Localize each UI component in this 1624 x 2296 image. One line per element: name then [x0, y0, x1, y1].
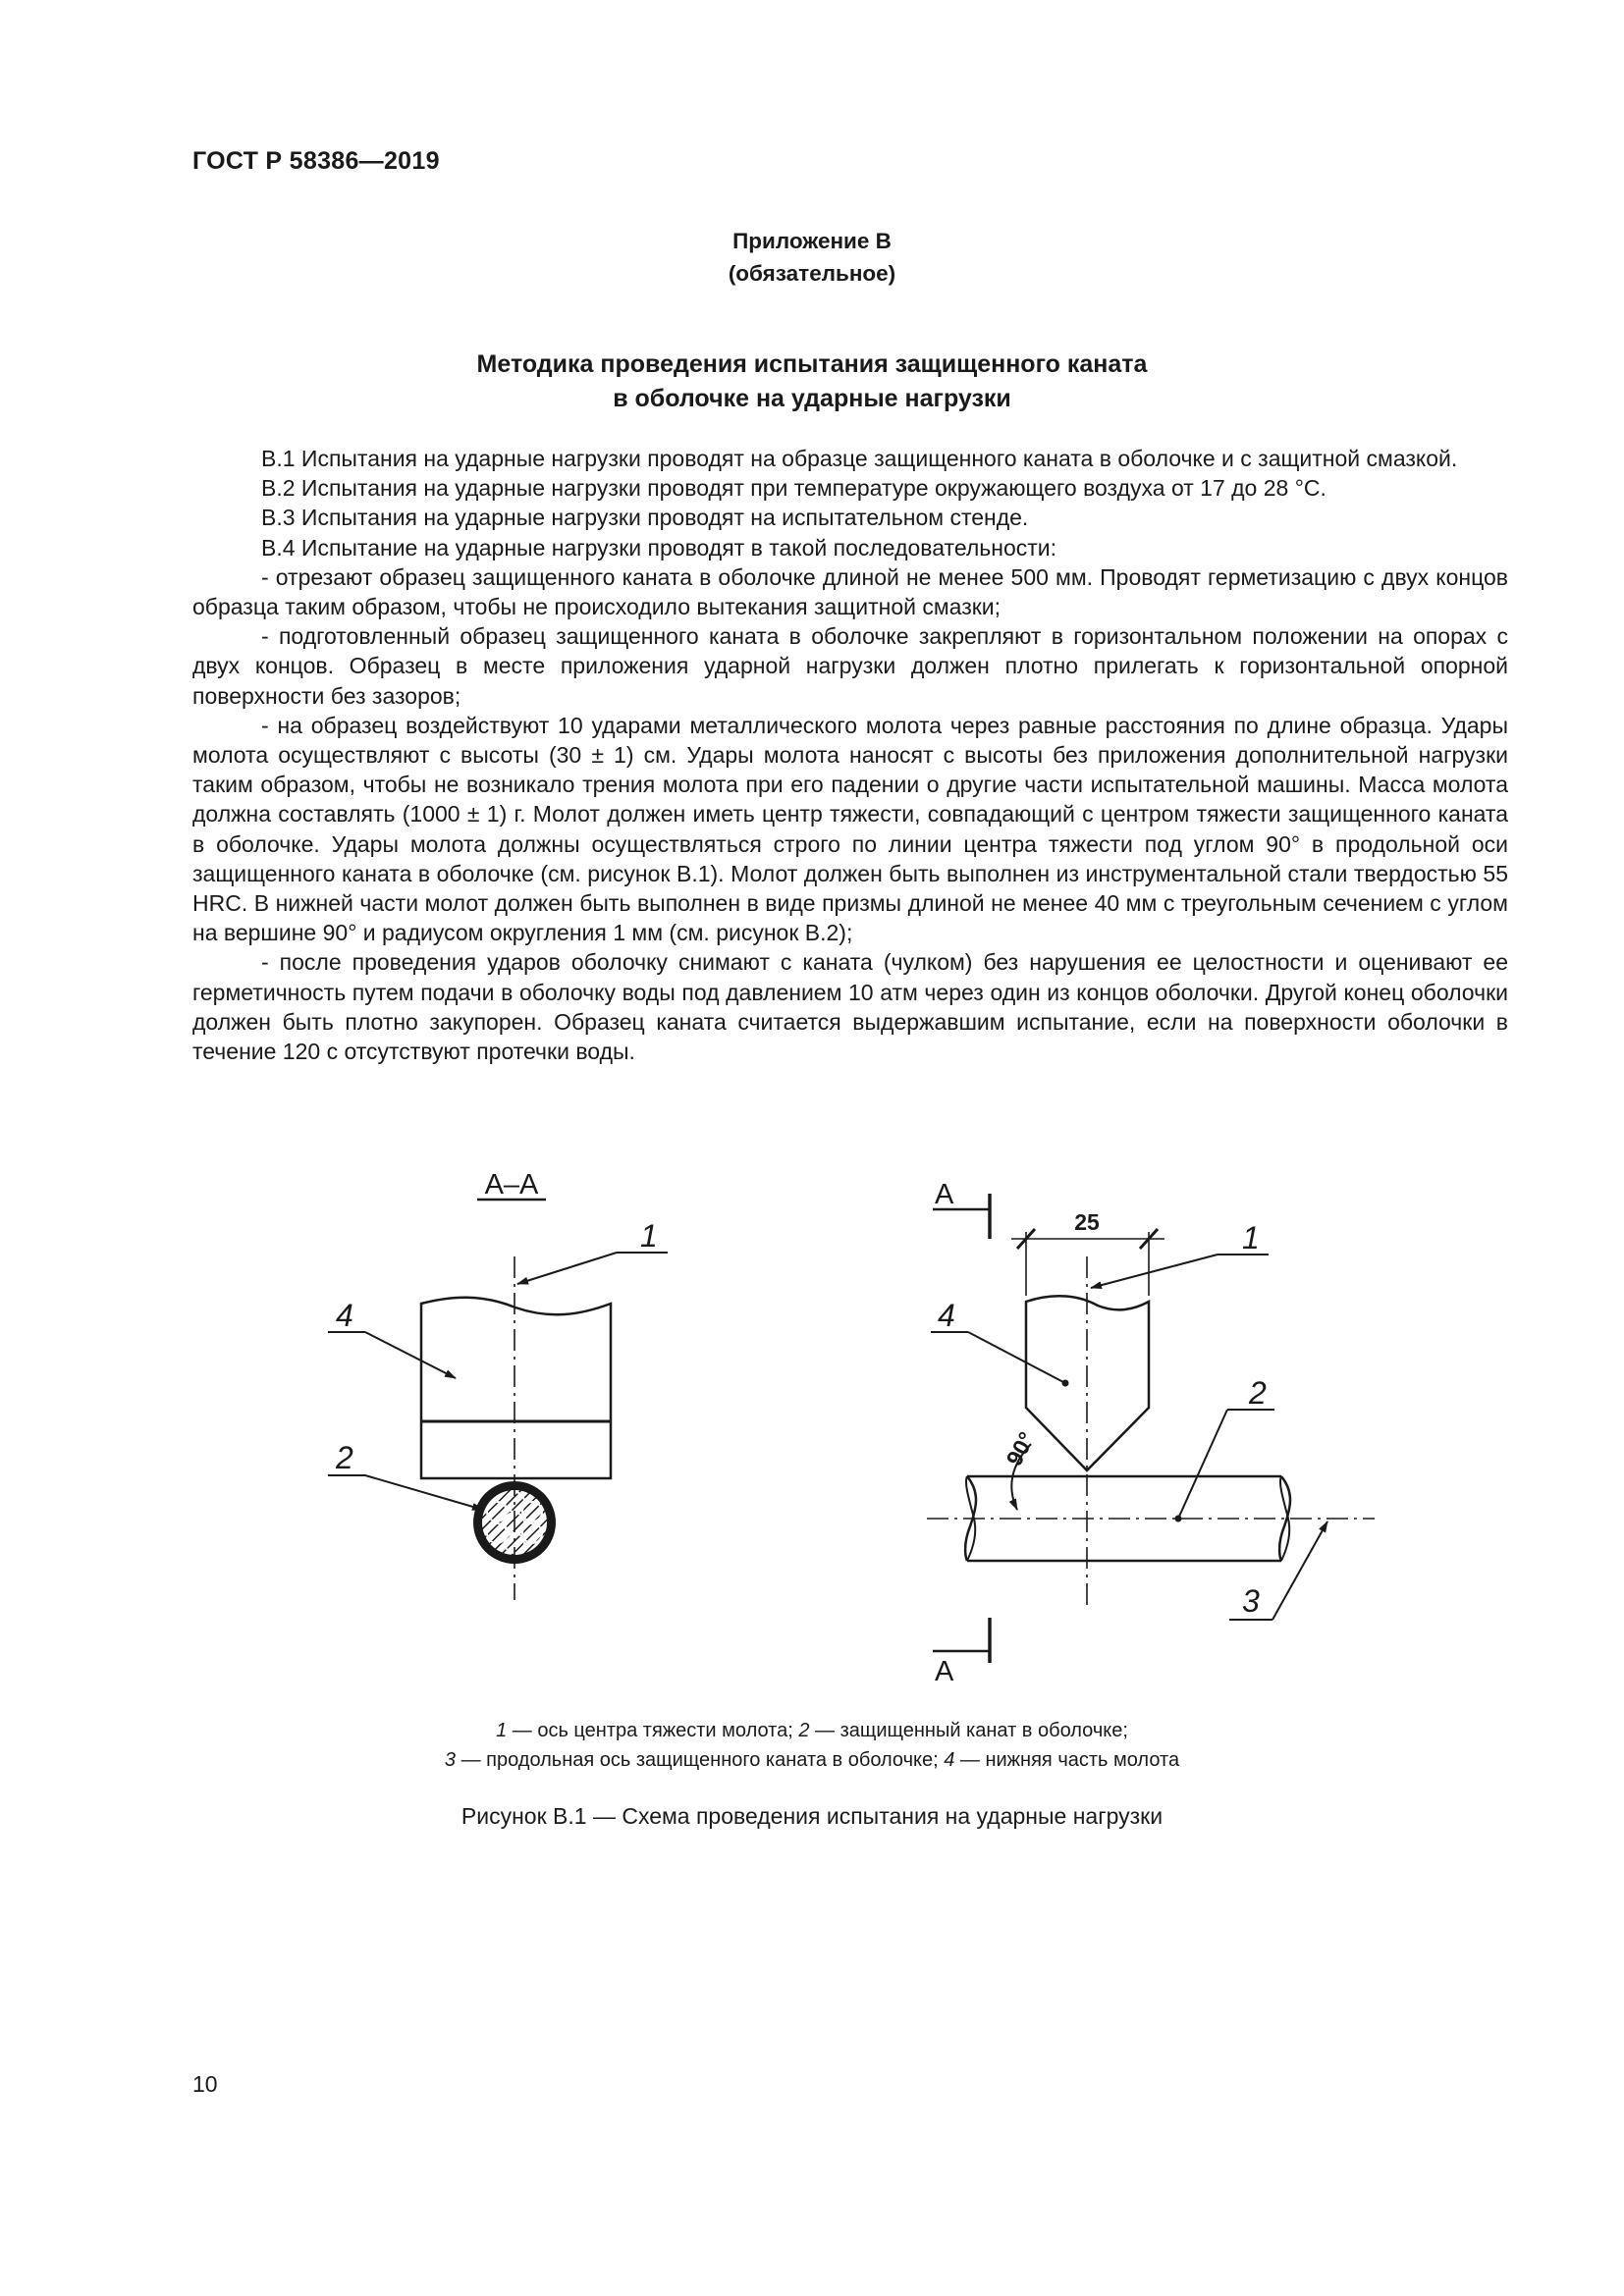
- callout-4-right: 4: [938, 1298, 955, 1333]
- list-item-tightness-check: - после проведения ударов оболочку снимают с каната (чулком) без нарушения ее целостности и оценивают ее герметичность путем подачи в оболочку воды под давлением 10 атм через один из концов оболочки. Другой конец оболочки должен быть плотно закупорен. Образец каната считается выдержавшим испытание, если на поверхности оболочки в течение 120 с отсутствуют протечки воды.: [192, 949, 1508, 1065]
- section-view-a-a: [328, 1169, 668, 1600]
- dimension-25: 25: [1074, 1209, 1100, 1235]
- callout-4-left: 4: [336, 1298, 353, 1333]
- figure-legend-line-1: [0, 1716, 1624, 1745]
- figure-title: Рисунок В.1 — Схема проведения испытания на ударные нагрузки: [460, 1803, 1164, 1829]
- callout-2-right: 2: [1249, 1375, 1267, 1411]
- body-text: [192, 444, 1508, 1066]
- legend-number-2: 2: [798, 1720, 810, 1741]
- section-title-line-1: Методика проведения испытания защищенного каната: [476, 350, 1148, 378]
- paragraph-b3: В.3 Испытания на ударные нагрузки проводят на испытательном стенде.: [261, 505, 1029, 531]
- figure-b1-diagram: [0, 1148, 1624, 1698]
- appendix-label: Приложение В: [732, 229, 892, 253]
- callout-3-right: 3: [1242, 1583, 1260, 1619]
- legend-text-2: — защищенный канат в оболочке;: [809, 1720, 1128, 1741]
- legend-number-4: 4: [944, 1749, 955, 1771]
- document-code: ГОСТ Р 58386—2019: [192, 147, 440, 175]
- legend-text-1: — ось центра тяжести молота;: [507, 1720, 799, 1741]
- side-view: [927, 1179, 1375, 1687]
- appendix-status: (обязательное): [728, 261, 896, 286]
- section-title: [0, 347, 1624, 416]
- section-label: А–А: [484, 1169, 539, 1201]
- cut-label-top: А: [935, 1179, 954, 1210]
- page-number: 10: [192, 2071, 218, 2097]
- legend-number-1: 1: [496, 1720, 508, 1741]
- list-item-cut-sample: - отрезают образец защищенного каната в оболочке длиной не менее 500 мм. Проводят герметизацию с двух концов образца таким образом, чтобы не происходило вытекания защитной смазки;: [192, 563, 1508, 620]
- list-item-fix-sample: - подготовленный образец защищенного каната в оболочке закрепляют в горизонтальном положении на опорах с двух концов. Образец в месте приложения ударной нагрузки должен плотно прилегать к горизонтальной опорной поверхности без зазоров;: [192, 623, 1508, 709]
- paragraph-b1: В.1 Испытания на ударные нагрузки проводят на образце защищенного каната в оболочке и с защитной смазкой.: [261, 446, 1458, 471]
- figure-legend-line-2: [0, 1745, 1624, 1775]
- legend-number-3: 3: [444, 1749, 457, 1771]
- callout-1-left: 1: [640, 1218, 658, 1254]
- paragraph-b4: В.4 Испытание на ударные нагрузки проводят в такой последовательности:: [261, 534, 1057, 561]
- hammer-body-section: [421, 1298, 611, 1421]
- appendix-heading: [0, 225, 1624, 290]
- paragraph-b2: В.2 Испытания на ударные нагрузки проводят при температуре окружающего воздуха от 17 до 28 °С.: [261, 475, 1326, 502]
- angle-90: 90°: [1001, 1427, 1040, 1470]
- cut-label-bottom: А: [935, 1656, 954, 1687]
- callout-2-left: 2: [336, 1440, 353, 1475]
- section-title-line-2: в оболочке на ударные нагрузки: [613, 385, 1011, 412]
- list-item-hammer-impacts: - на образец воздействуют 10 ударами металлического молота через равные расстояния по длине образца. Удары молота осуществляют с высоты (30 ± 1) см. Удары молота наносят с высоты без приложения дополнительной нагрузки таким образом, чтобы не возникало трения молота при его падении о другие части испытательной машины. Масса молота должна составлять (1000 ± 1) г. Молот должен иметь центр тяжести, совпадающий с центром тяжести защищенного каната в оболочке. Удары молота должны осуществляться строго по линии центра тяжести под углом 90° в продольной оси защищенного каната в оболочке (см. рисунок В.1). Молот должен быть выполнен из инструментальной стали твердостью 55 HRC. В нижней части молот должен быть выполнен в виде призмы длиной не менее 40 мм с треугольным сечением с углом на вершине 90° и радиусом округления 1 мм (см. рисунок В.2);: [192, 712, 1508, 946]
- hammer-prism-section: [421, 1421, 611, 1478]
- callout-1-right: 1: [1242, 1220, 1260, 1255]
- legend-text-4: — нижняя часть молота: [954, 1749, 1180, 1771]
- legend-text-3: — продольная ось защищенного каната в оболочке;: [456, 1749, 945, 1771]
